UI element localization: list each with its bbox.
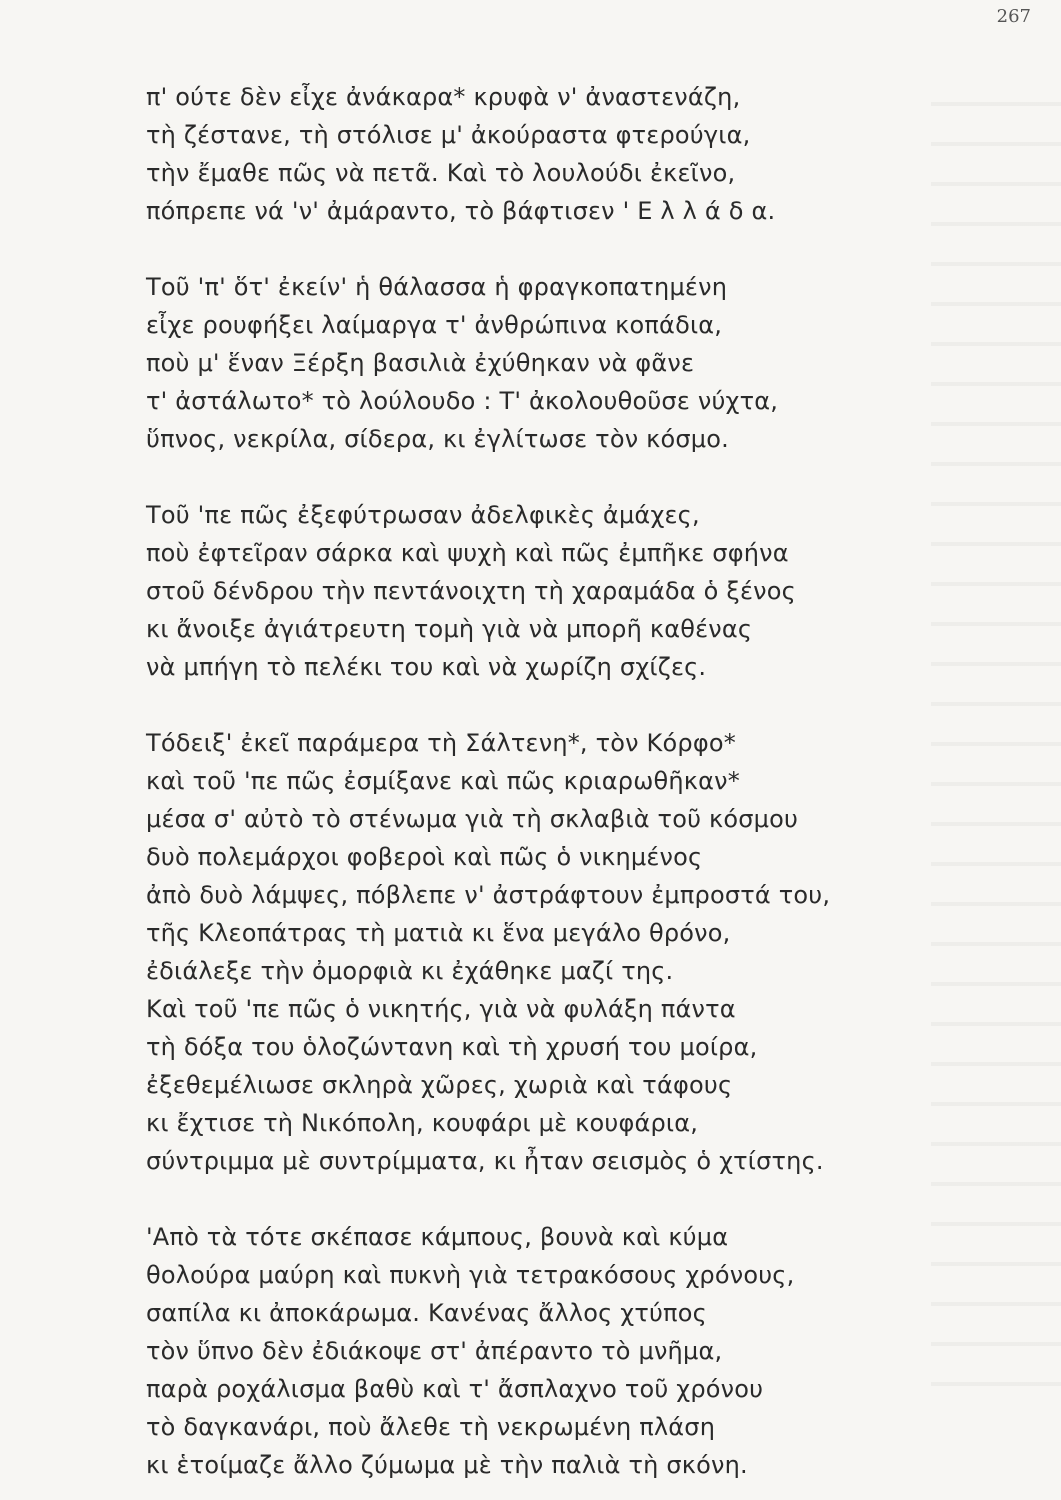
verse-line: 'Απὸ τὰ τότε σκέπασε κάμπους, βουνὰ καὶ κύμα: [146, 1223, 729, 1251]
verse-line: σύντριμμα μὲ συντρίμματα, κι ἦταν σεισμὸς ὁ χτίστης.: [146, 1147, 824, 1175]
verse-line: τὴ δόξα του ὁλοζώντανη καὶ τὴ χρυσή του μοίρα,: [146, 1033, 758, 1061]
verse-line: ὕπνος, νεκρίλα, σίδερα, κι ἐγλίτωσε τὸν κόσμο.: [146, 425, 729, 453]
verse-line: πόπρεπε νά 'ν' ἀμάραντο, τὸ βάφτισεν ' Ε λ λ ά δ α.: [146, 197, 776, 225]
verse-line: ποὺ μ' ἕναν Ξέρξη βασιλιὰ ἐχύθηκαν νὰ φᾶνε: [146, 349, 695, 377]
verse-line: νὰ μπήγη τὸ πελέκι του καὶ νὰ χωρίζη σχίζες.: [146, 653, 707, 681]
verse-line: εἶχε ρουφήξει λαίμαργα τ' ἀνθρώπινα κοπάδια,: [146, 311, 723, 339]
stanza: [146, 78, 926, 230]
verse-line: Καὶ τοῦ 'πε πῶς ὁ νικητής, γιὰ νὰ φυλάξη πάντα: [146, 995, 736, 1023]
stanza: [146, 268, 926, 458]
verse-line: παρὰ ροχάλισμα βαθὺ καὶ τ' ἄσπλαχνο τοῦ χρόνου: [146, 1375, 764, 1403]
show-through-texture: [931, 80, 1061, 1400]
verse-line: τὸ δαγκανάρι, ποὺ ἄλεθε τὴ νεκρωμένη πλάση: [146, 1413, 716, 1441]
verse-line: καὶ τοῦ 'πε πῶς ἐσμίξανε καὶ πῶς κριαρωθῆκαν*: [146, 767, 740, 795]
verse-line: ποὺ ἐφτεῖραν σάρκα καὶ ψυχὴ καὶ πῶς ἐμπῆκε σφήνα: [146, 539, 789, 567]
verse-line: τῆς Κλεοπάτρας τὴ ματιὰ κι ἕνα μεγάλο θρόνο,: [146, 919, 731, 947]
verse-line: στοῦ δένδρου τὴν πεντάνοιχτη τὴ χαραμάδα ὁ ξένος: [146, 577, 796, 605]
verse-line: τ' ἀστάλωτο* τὸ λούλουδο : Τ' ἀκολουθοῦσε νύχτα,: [146, 387, 779, 415]
stanza: [146, 496, 926, 686]
verse-line: π' ούτε δὲν εἶχε ἀνάκαρα* κρυφὰ ν' ἀναστενάζη,: [146, 83, 741, 111]
page-number: 267: [996, 6, 1031, 27]
verse-line: τὴ ζέστανε, τὴ στόλισε μ' ἀκούραστα φτερούγια,: [146, 121, 751, 149]
verse-line: ἐξεθεμέλιωσε σκληρὰ χῶρες, χωριὰ καὶ τάφους: [146, 1071, 733, 1099]
verse-line: Τοῦ 'πε πῶς ἐξεφύτρωσαν ἀδελφικὲς ἀμάχες,: [146, 501, 700, 529]
verse-line: σαπίλα κι ἀποκάρωμα. Κανένας ἄλλος χτύπος: [146, 1299, 707, 1327]
verse-line: κι ἔχτισε τὴ Νικόπολη, κουφάρι μὲ κουφάρια,: [146, 1109, 699, 1137]
verse-line: κι ἑτοίμαζε ἄλλο ζύμωμα μὲ τὴν παλιὰ τὴ σκόνη.: [146, 1451, 748, 1479]
verse-line: κι ἄνοιξε ἀγιάτρευτη τομὴ γιὰ νὰ μπορῆ καθένας: [146, 615, 753, 643]
verse-line: θολούρα μαύρη καὶ πυκνὴ γιὰ τετρακόσους χρόνους,: [146, 1261, 795, 1289]
verse-line: δυὸ πολεμάρχοι φοβεροὶ καὶ πῶς ὁ νικημένος: [146, 843, 703, 871]
verse-line: ἀπὸ δυὸ λάμψες, πόβλεπε ν' ἀστράφτουν ἐμπροστά του,: [146, 881, 831, 909]
verse-line: ἐδιάλεξε τὴν ὀμορφιὰ κι ἐχάθηκε μαζί της.: [146, 957, 674, 985]
poem-text: [146, 78, 926, 1484]
stanza: [146, 1218, 926, 1484]
verse-line: Τόδειξ' ἐκεῖ παράμερα τὴ Σάλτενη*, τὸν Κόρφο*: [146, 729, 736, 757]
verse-line: τὴν ἔμαθε πῶς νὰ πετᾶ. Καὶ τὸ λουλούδι ἐκεῖνο,: [146, 159, 736, 187]
stanza: [146, 724, 926, 1180]
verse-line: μέσα σ' αὐτὸ τὸ στένωμα γιὰ τὴ σκλαβιὰ τοῦ κόσμου: [146, 805, 799, 833]
verse-line: Τοῦ 'π' ὅτ' ἐκείν' ἡ θάλασσα ἡ φραγκοπατημένη: [146, 273, 728, 301]
verse-line: τὸν ὕπνο δὲν ἐδιάκοψε στ' ἀπέραντο τὸ μνῆμα,: [146, 1337, 723, 1365]
